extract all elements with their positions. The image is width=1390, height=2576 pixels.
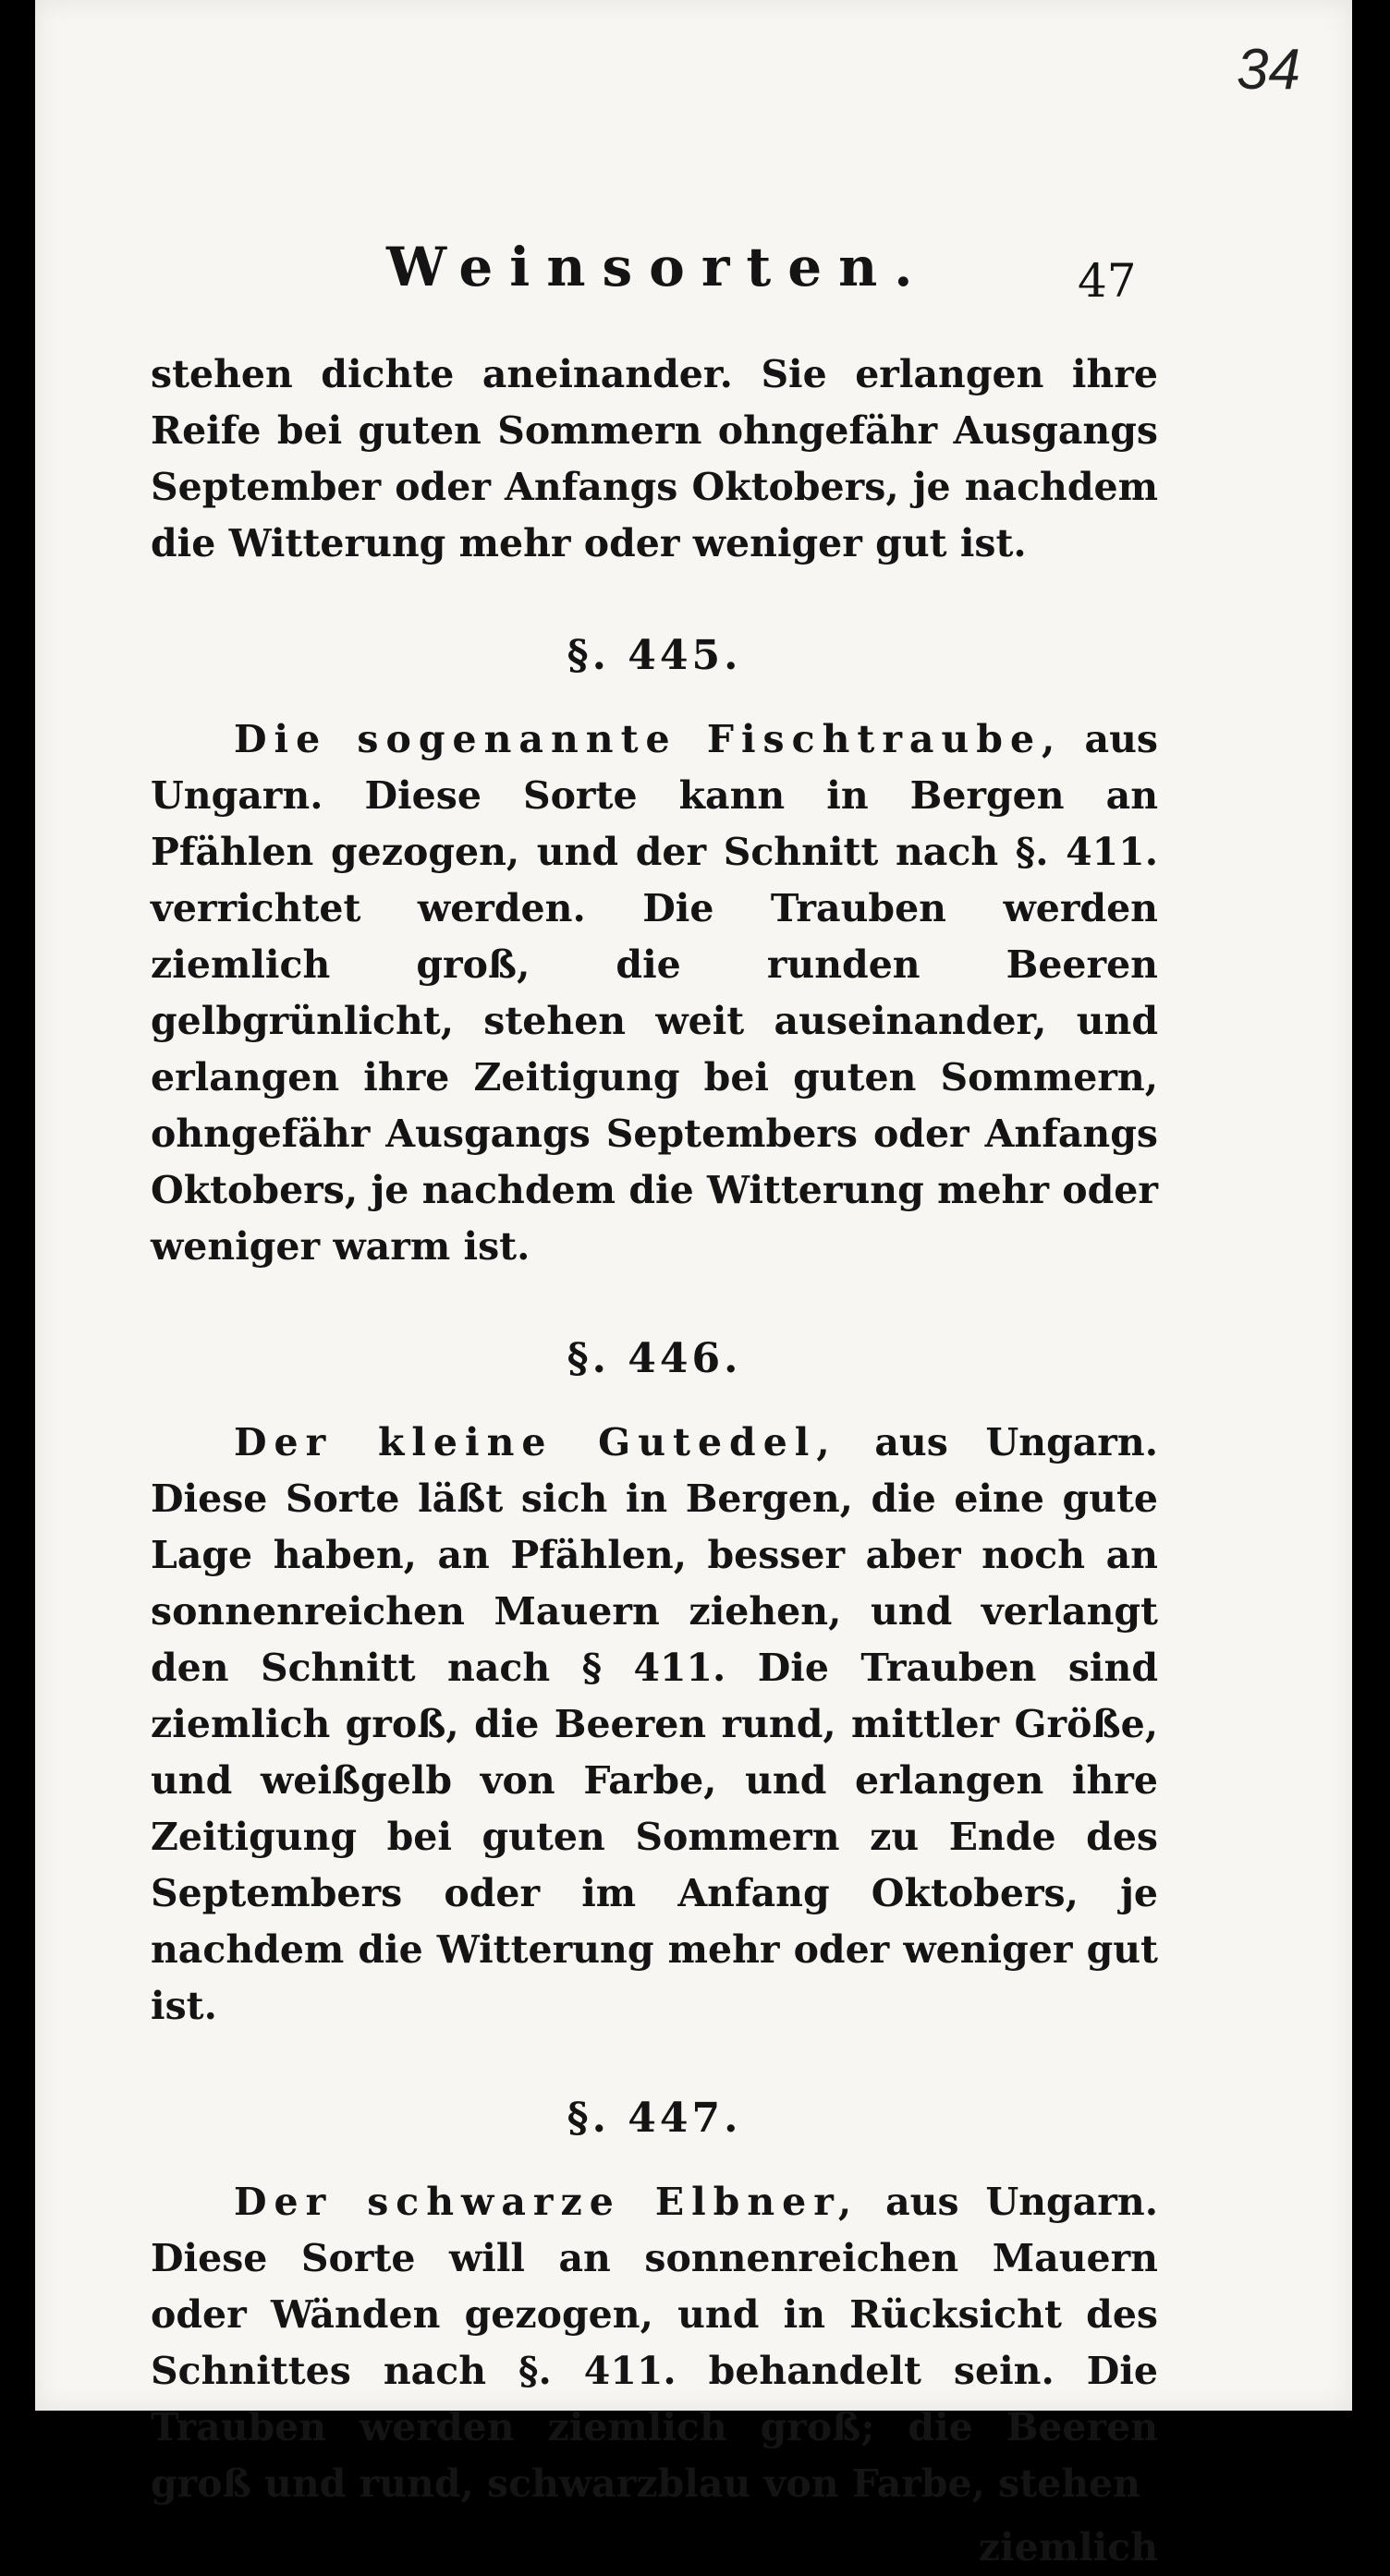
variety-name-447: Der schwarze Elbner, xyxy=(234,2180,860,2224)
variety-name-446: Der kleine Gutedel, xyxy=(234,1420,837,1464)
page-number: 47 xyxy=(1078,254,1137,308)
paragraph-445 xyxy=(151,711,1158,1275)
variety-name-445: Die sogenannte Fischtraube, xyxy=(234,717,1063,761)
catchword: ziemlich xyxy=(978,2525,1158,2570)
paragraph-continuation: stehen dichte aneinander. Sie erlangen ihre Reife bei guten Sommern ohngefähr Ausgangs September oder Anfangs Oktobers, je nachdem die Witterung mehr oder weniger gut ist. xyxy=(151,352,1158,565)
running-title: Weinsorten. xyxy=(386,236,930,298)
section-heading-447: §. 447. xyxy=(567,2095,742,2142)
section-heading-446: §. 446. xyxy=(567,1335,742,1382)
book-page xyxy=(35,0,1352,2570)
paragraph-446 xyxy=(151,1415,1158,2035)
section-heading-445: §. 445. xyxy=(567,632,742,679)
paragraph-446-text: aus Ungarn. Diese Sorte läßt sich in Bergen, die eine gute Lage haben, an Pfählen, besser aber noch an sonnenreichen Mauern ziehen, und verlangt den Schnitt nach § 411. Die Trauben sind ziemlich groß, die Beeren rund, mittler Größe, und weißgelb von Farbe, und erlangen ihre Zeitigung bei guten Sommern zu Ende des Septembers oder im Anfang Oktobers, je nachdem die Witterung mehr oder weniger gut ist. xyxy=(151,1420,1158,2028)
paragraph-447 xyxy=(151,2174,1158,2512)
body-text xyxy=(151,346,1158,2576)
paragraph-445-text: aus Ungarn. Diese Sorte kann in Bergen an Pfählen gezogen, und der Schnitt nach §. 411. verrichtet werden. Die Trauben werden ziemlich groß, die runden Beeren gelbgrünlicht, stehen weit auseinander, und erlangen ihre Zeitigung bei guten Sommern, ohngefähr Ausgangs Septembers oder Anfangs Oktobers, je nachdem die Witterung mehr oder weniger warm ist. xyxy=(151,717,1158,1269)
folio-mark: 34 xyxy=(1237,38,1300,102)
paragraph-447-text: aus Ungarn. Diese Sorte will an sonnenreichen Mauern oder Wänden gezogen, und in Rücksicht des Schnittes nach §. 411. behandelt sein. Die Trauben werden ziemlich groß; die Beeren groß und rund, schwarzblau von Farbe, stehen xyxy=(151,2180,1158,2506)
